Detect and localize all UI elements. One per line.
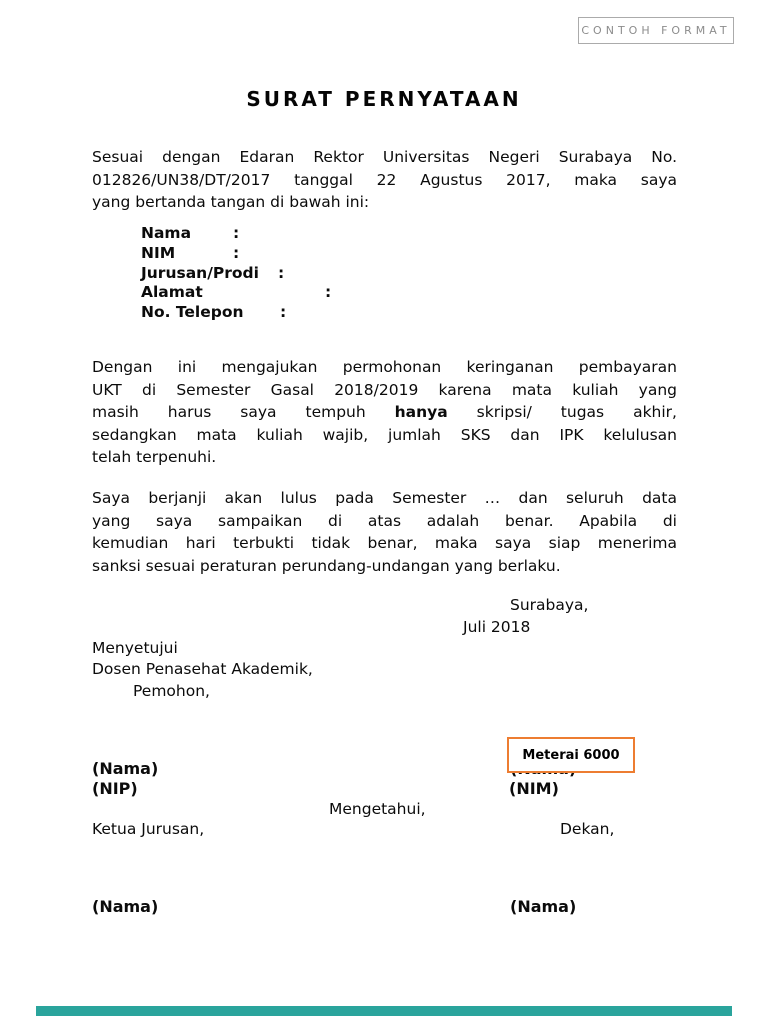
paragraph-line [92, 401, 677, 424]
format-label-box [578, 17, 734, 44]
applicant-title: Pemohon, [133, 682, 210, 700]
paragraph-line: UKT di Semester Gasal 2018/2019 karena mata kuliah yang [92, 380, 677, 399]
paragraph-opening [92, 146, 677, 214]
page-title: SURAT PERNYATAAN [246, 87, 522, 111]
field-row-nama [141, 224, 259, 244]
field-label: Jurusan/Prodi [141, 263, 259, 282]
field-row-jurusan [141, 263, 285, 284]
emphasis-text: hanya [394, 403, 448, 422]
field-label: Nama [141, 224, 192, 242]
paragraph-line: kemudian hari terbukti tidak benar, maka saya siap menerima [92, 534, 677, 553]
field-label: No. Telepon [141, 303, 244, 322]
field-colon: : [233, 224, 240, 242]
signer-name-left: (Nama) [92, 759, 159, 778]
paragraph-line: sanksi sesuai peraturan perundang-undangan yang berlaku. [92, 556, 561, 575]
field-row-telepon [141, 303, 287, 323]
paragraph-line: telah terpenuhi. [92, 448, 217, 467]
stamp-label: Meterai 6000 [522, 747, 620, 763]
signature-city: Surabaya, [510, 596, 589, 614]
field-colon: : [280, 303, 287, 322]
field-colon: : [325, 283, 332, 302]
format-label: CONTOH FORMAT [581, 24, 731, 37]
fields-block [141, 224, 332, 323]
signature-date: Juli 2018 [463, 618, 531, 636]
stamp-box [507, 737, 635, 773]
paragraph-text: skripsi/ tugas akhir, [447, 403, 677, 422]
role-right: Dekan, [560, 820, 615, 838]
field-colon: : [278, 263, 285, 282]
field-row-alamat [141, 283, 332, 303]
paragraph-line: yang saya sampaikan di atas adalah benar. Apabila di [92, 511, 677, 530]
field-label: Alamat [141, 283, 203, 302]
paragraph-line: Dengan ini mengajukan permohonan keringanan pembayaran [92, 358, 677, 376]
approver-title-line2: Dosen Penasehat Akademik, [92, 660, 313, 678]
paragraph-line: 012826/UN38/DT/2017 tanggal 22 Agustus 2017, maka saya [92, 170, 677, 189]
paragraph-line: Sesuai dengan Edaran Rektor Universitas Negeri Surabaya No. [92, 148, 677, 166]
signer-nip-left: (NIP) [92, 779, 138, 798]
paragraph-line: yang bertanda tangan di bawah ini: [92, 193, 370, 212]
footer-bar [36, 1006, 732, 1016]
field-label: NIM [141, 243, 176, 262]
paragraph-request [92, 356, 677, 469]
bottom-signer-name-left: (Nama) [92, 897, 159, 916]
bottom-signer-name-right: (Nama) [510, 897, 577, 916]
paragraph-line: Saya berjanji akan lulus pada Semester … dan seluruh data [92, 489, 677, 507]
signer-nim-right: (NIM) [509, 779, 559, 798]
role-left: Ketua Jurusan, [92, 820, 205, 838]
field-row-nim [141, 244, 259, 264]
acknowledge-title: Mengetahui, [329, 800, 426, 818]
paragraph-line: sedangkan mata kuliah wajib, jumlah SKS dan IPK kelulusan [92, 425, 677, 444]
approver-title-line1: Menyetujui [92, 639, 178, 657]
paragraph-promise [92, 487, 677, 577]
paragraph-text: masih harus saya tempuh [92, 403, 395, 422]
field-colon: : [233, 243, 240, 262]
